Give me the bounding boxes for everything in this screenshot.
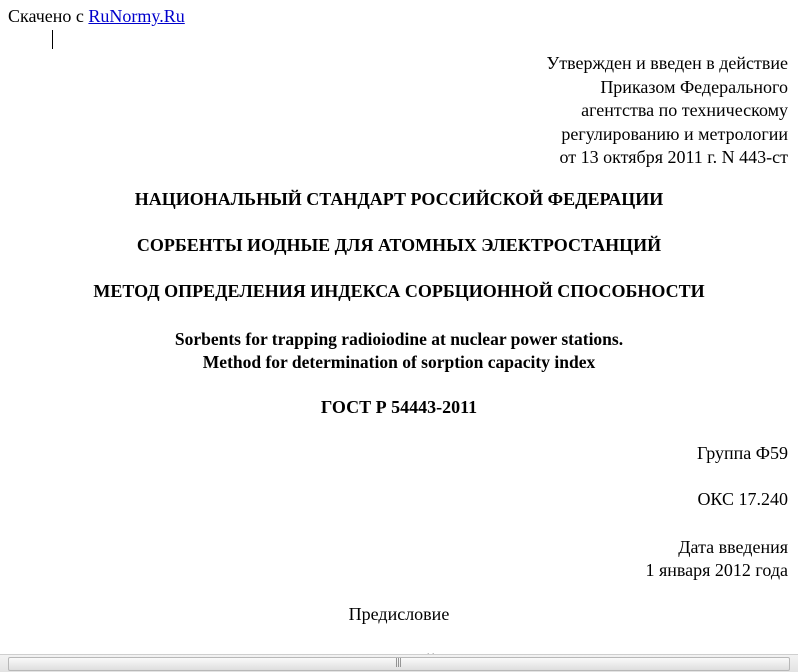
introduction-date [645,536,788,582]
method-title: МЕТОД ОПРЕДЕЛЕНИЯ ИНДЕКСА СОРБЦИОННОЙ СПОСОБНОСТИ [93,281,705,301]
approval-line: Утвержден и введен в действие [546,53,788,73]
document-title: СОРБЕНТЫ ИОДНЫЕ ДЛЯ АТОМНЫХ ЭЛЕКТРОСТАНЦИЙ [136,235,662,255]
approval-line: агентства по техническому [581,100,788,120]
oks-code: ОКС 17.240 [697,489,788,509]
date-value: 1 января 2012 года [645,560,788,580]
text-caret [52,30,53,49]
approval-line: Приказом Федерального [600,76,788,97]
english-title [0,328,798,374]
standard-heading: НАЦИОНАЛЬНЫЙ СТАНДАРТ РОССИЙСКОЙ ФЕДЕРАЦИИ [134,189,664,209]
source-line [8,6,185,27]
preface-heading: Предисловие [348,604,450,624]
group-code: Группа Ф59 [696,443,788,463]
gost-designation: ГОСТ Р 54443-2011 [320,397,478,417]
approval-block [546,52,788,170]
source-link[interactable]: RuNormy.Ru [88,6,185,26]
date-label: Дата введения [678,537,788,557]
horizontal-scrollbar[interactable] [0,654,798,672]
source-prefix: Скачено с [8,6,89,26]
english-title-line-2: Method for determination of sorption capacity index [202,352,596,372]
scrollbar-grip-icon: ||| [395,658,402,668]
approval-line: регулированию и метрологии [561,123,788,144]
approval-line: от 13 октября 2011 г. N 443-ст [559,147,788,167]
english-title-line-1: Sorbents for trapping radioiodine at nuclear power stations. [174,329,624,349]
